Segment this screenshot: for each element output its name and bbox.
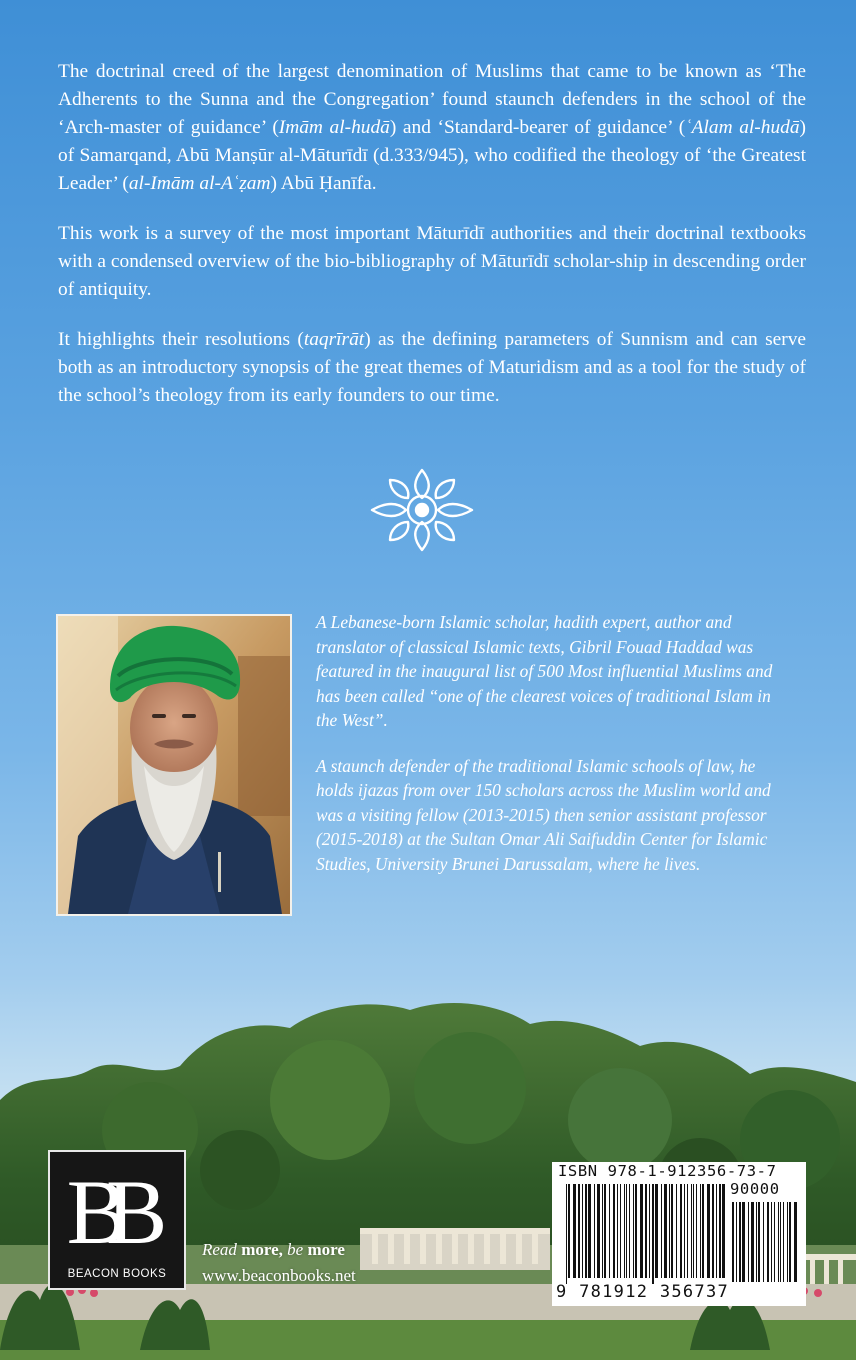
- barcode-bar: [712, 1184, 714, 1278]
- barcode-bar: [609, 1184, 610, 1278]
- barcode-bar: [716, 1184, 717, 1278]
- barcode-bar: [604, 1184, 606, 1278]
- addon-bar: [748, 1202, 749, 1282]
- barcode-bar: [594, 1184, 595, 1278]
- barcode-bar: [613, 1184, 615, 1278]
- barcode-bar: [671, 1184, 673, 1278]
- barcode-bar: [597, 1184, 600, 1278]
- publisher-website[interactable]: www.beaconbooks.net: [202, 1266, 356, 1285]
- addon-bar: [794, 1202, 797, 1282]
- barcode-bar: [700, 1184, 701, 1278]
- price-addon-number: 90000: [730, 1180, 780, 1198]
- barcode-bar: [585, 1184, 587, 1278]
- bio-paragraph-1: A Lebanese-born Islamic scholar, hadith expert, author and translator of classical Islamic texts, Gibril Fouad Haddad was featured in the inaugural list of 500 Most influential Muslims and has been called “one of the clearest voices of traditional Islam in the West”.: [316, 612, 773, 730]
- addon-bar: [763, 1202, 764, 1282]
- addon-bar: [783, 1202, 784, 1282]
- barcode-bar: [687, 1184, 688, 1278]
- barcode-bar: [691, 1184, 692, 1278]
- addon-bar: [789, 1202, 791, 1282]
- addon-bar: [774, 1202, 775, 1282]
- blurb-paragraph-3: It highlights their resolutions (taqrīrāt) as the defining parameters of Sunnism and can serve both as an introductory synopsis of the great themes of Maturidism and as a tool for the study of the school’s theology from its early founders to our time.: [58, 329, 806, 406]
- addon-bar: [778, 1202, 779, 1282]
- isbn-number: ISBN 978-1-912356-73-7: [558, 1162, 777, 1180]
- barcode-bar: [661, 1184, 662, 1278]
- addon-bar: [771, 1202, 772, 1282]
- barcode-bar: [707, 1184, 710, 1278]
- isbn-barcode: [552, 1162, 806, 1306]
- barcode-bar: [664, 1184, 667, 1278]
- barcode-bar: [629, 1184, 630, 1278]
- addon-bar: [767, 1202, 769, 1282]
- barcode-bar: [722, 1184, 725, 1278]
- barcode-bar: [620, 1184, 621, 1278]
- barcode-bar: [578, 1184, 580, 1278]
- barcode-bar: [602, 1184, 603, 1278]
- barcode-bar: [582, 1184, 583, 1278]
- barcode-bar: [669, 1184, 670, 1278]
- addon-bar: [736, 1202, 737, 1282]
- barcode-bar: [655, 1184, 658, 1278]
- bio-paragraph-2: A staunch defender of the traditional Islamic schools of law, he holds ijazas from over 150 scholars across the Muslim world and was a visiting fellow (2013-2015) then senior assistant professor (2015-2018) at the Sultan Omar Ali Saifuddin Center for Islamic Studies, University Brunei Darussalam, where he lives.: [316, 755, 771, 874]
- barcode-bar: [635, 1184, 637, 1278]
- barcode-bar: [676, 1184, 677, 1278]
- author-photo: [56, 614, 292, 916]
- addon-bar: [732, 1202, 734, 1282]
- barcode-bar: [652, 1184, 654, 1284]
- addon-bar: [787, 1202, 788, 1282]
- cover-blurb: [58, 58, 806, 432]
- addon-bar: [739, 1202, 741, 1282]
- barcode-bar: [696, 1184, 697, 1278]
- barcode-bar: [633, 1184, 634, 1278]
- barcode-bar: [702, 1184, 704, 1278]
- blurb-paragraph-1: The doctrinal creed of the largest denomination of Muslims that came to be known as ‘The Adherents to the Sunna and the Congregation’ found staunch defenders in the school of the ‘Arch-master of guidance’ (Imām al-hudā) and ‘Standard-bearer of guidance’ (ʿAlam al-hudā) of Samarqand, Abū Manṣūr al-Māturīdī (d.333/945), who codified the theology of ‘the Greatest Leader’ (al-Imām al-Aʿẓam) Abū Ḥanīfa.: [58, 61, 806, 194]
- addon-bar: [756, 1202, 757, 1282]
- barcode-bar: [617, 1184, 618, 1278]
- barcode-bar: [680, 1184, 682, 1278]
- lotus-ornament-icon: [368, 466, 476, 554]
- addon-bar: [742, 1202, 745, 1282]
- barcode-bar: [684, 1184, 685, 1278]
- barcode-bar: [573, 1184, 576, 1278]
- barcode-bar: [626, 1184, 627, 1278]
- barcode-bar: [649, 1184, 650, 1278]
- barcode-bar: [566, 1184, 567, 1284]
- publisher-logo: [48, 1150, 186, 1290]
- author-bio: [316, 610, 794, 897]
- barcode-digits: 9 781912 356737: [556, 1282, 730, 1302]
- addon-bar: [758, 1202, 760, 1282]
- addon-bar: [751, 1202, 754, 1282]
- publisher-tagline: Read more, be more: [202, 1240, 345, 1259]
- blurb-paragraph-2: This work is a survey of the most important Māturīdī authorities and their doctrinal textbooks with a condensed overview of the bio-bibliography of Māturīdī scholar-ship in descending order of antiquity.: [58, 223, 806, 300]
- barcode-bar: [645, 1184, 647, 1278]
- barcode-bar: [588, 1184, 591, 1278]
- publisher-name: BEACON BOOKS: [67, 1268, 167, 1280]
- publisher-logo-letters: BB: [66, 1161, 146, 1263]
- barcode-bar: [719, 1184, 721, 1278]
- addon-bar: [780, 1202, 781, 1282]
- barcode-bar: [693, 1184, 694, 1278]
- barcode-bar: [624, 1184, 625, 1278]
- barcode-bar: [568, 1184, 570, 1278]
- barcode-bar: [640, 1184, 643, 1278]
